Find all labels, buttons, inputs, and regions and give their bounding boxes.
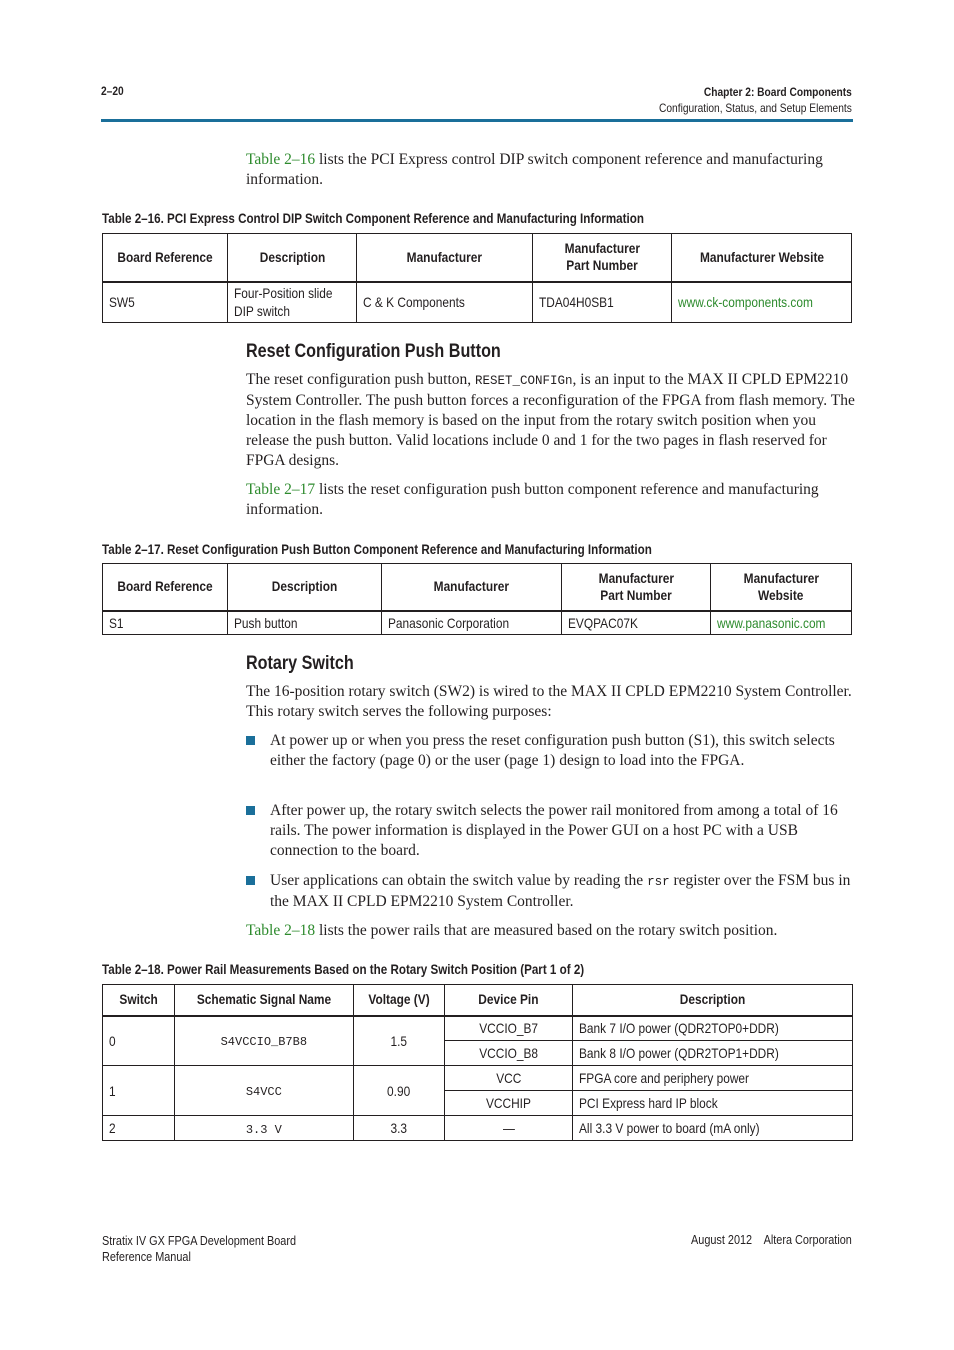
- rsr-register-code: rsr: [647, 875, 670, 889]
- col-description: Description: [228, 564, 382, 611]
- table-row: [103, 282, 852, 323]
- cell-description: Bank 7 I/O power (QDR2TOP0+DDR): [573, 1016, 853, 1041]
- cell-manufacturer: C & K Components: [356, 282, 532, 323]
- header-rule: [101, 119, 853, 122]
- running-header: [625, 84, 852, 116]
- intro-table-2-16: Table 2–16 lists the PCI Express control DIP switch component reference and manufacturing information.: [246, 151, 823, 188]
- cell-manufacturer: Panasonic Corporation: [382, 611, 562, 635]
- section-heading-reset: Reset Configuration Push Button: [246, 341, 501, 362]
- table-header-row: [103, 985, 853, 1016]
- col-part-number: Manufacturer Part Number: [561, 564, 710, 611]
- cell-device-pin: VCCIO_B8: [444, 1041, 573, 1066]
- cell-signal: S4VCCIO_B7B8: [174, 1016, 353, 1066]
- col-switch: Switch: [103, 985, 175, 1016]
- cell-description: Push button: [228, 611, 382, 635]
- cell-voltage: 0.90: [353, 1066, 444, 1116]
- table-row: [103, 1016, 853, 1041]
- table-2-16-caption: Table 2–16. PCI Express Control DIP Switch Component Reference and Manufacturing Information: [102, 210, 644, 226]
- table-2-18-link[interactable]: Table 2–18: [246, 922, 316, 939]
- cell-description: All 3.3 V power to board (mA only): [573, 1116, 853, 1141]
- col-signal-name: Schematic Signal Name: [174, 985, 353, 1016]
- cell-description: FPGA core and periphery power: [573, 1066, 853, 1091]
- cell-device-pin: —: [444, 1116, 573, 1141]
- chapter-title: Chapter 2: Board Components: [704, 85, 852, 99]
- panasonic-link[interactable]: www.panasonic.com: [717, 614, 826, 631]
- reset-confign-code: RESET_CONFIGn: [475, 374, 573, 388]
- col-board-reference: Board Reference: [103, 234, 228, 282]
- cell-voltage: 1.5: [353, 1016, 444, 1066]
- ck-components-link[interactable]: www.ck-components.com: [678, 294, 814, 311]
- cell-device-pin: VCCIO_B7: [444, 1016, 573, 1041]
- table-2-16-link[interactable]: Table 2–16: [246, 151, 316, 168]
- page-number: 2–20: [101, 84, 124, 98]
- cell-switch: 0: [103, 1016, 175, 1066]
- section-title: Configuration, Status, and Setup Elements: [659, 101, 852, 115]
- table-2-17-caption: Table 2–17. Reset Configuration Push Button Component Reference and Manufacturing Information: [102, 541, 652, 557]
- cell-device-pin: VCC: [444, 1066, 573, 1091]
- intro-table-2-18: Table 2–18 lists the power rails that are measured based on the rotary switch position.: [246, 922, 778, 939]
- col-part-number: Manufacturer Part Number: [533, 234, 672, 282]
- cell-signal: S4VCC: [174, 1066, 353, 1116]
- table-2-18: [102, 984, 853, 1141]
- cell-part-number: TDA04H0SB1: [533, 282, 672, 323]
- cell-board-ref: S1: [103, 611, 228, 635]
- col-manufacturer: Manufacturer: [382, 564, 562, 611]
- table-header-row: [103, 564, 852, 611]
- cell-voltage: 3.3: [353, 1116, 444, 1141]
- col-website: Manufacturer Website: [711, 564, 852, 611]
- footer-date-company: August 2012 Altera Corporation: [691, 1233, 852, 1247]
- footer-doc-title: Stratix IV GX FPGA Development Board Reference Manual: [102, 1234, 297, 1264]
- cell-switch: 2: [103, 1116, 175, 1141]
- col-description: Description: [573, 985, 853, 1016]
- reset-description: The reset configuration push button, RESET_CONFIGn, is an input to the MAX II CPLD EPM2210 System Controller. The push button forces a reconfiguration of the FPGA from flash memory. The location in the flash memory is based on the input from the rotary switch position when you release the push button. Valid locations include 0 and 1 for the two pages in flash reserved for FPGA designs.: [246, 371, 855, 469]
- cell-switch: 1: [103, 1066, 175, 1116]
- col-description: Description: [228, 234, 357, 282]
- cell-description: Four-Position slide DIP switch: [228, 282, 357, 323]
- table-2-17-link[interactable]: Table 2–17: [246, 481, 316, 498]
- cell-board-ref: SW5: [103, 282, 228, 323]
- col-manufacturer: Manufacturer: [356, 234, 532, 282]
- col-device-pin: Device Pin: [444, 985, 573, 1016]
- table-row: [103, 1066, 853, 1091]
- table-2-16: [102, 233, 852, 323]
- table-row: [103, 611, 852, 635]
- cell-device-pin: VCCHIP: [444, 1091, 573, 1116]
- intro-table-2-17: Table 2–17 lists the reset configuration push button component reference and manufacturing information.: [246, 481, 819, 518]
- cell-description: Bank 8 I/O power (QDR2TOP1+DDR): [573, 1041, 853, 1066]
- table-2-17: [102, 563, 852, 635]
- col-website: Manufacturer Website: [672, 234, 852, 282]
- col-board-reference: Board Reference: [103, 564, 228, 611]
- cell-website: [711, 611, 852, 635]
- bullet-square-icon: [246, 806, 255, 815]
- rotary-intro: The 16-position rotary switch (SW2) is wired to the MAX II CPLD EPM2210 System Controller. This rotary switch serves the following purposes:: [246, 683, 852, 720]
- table-header-row: [103, 234, 852, 282]
- cell-part-number: EVQPAC07K: [561, 611, 710, 635]
- cell-website: [672, 282, 852, 323]
- table-row: [103, 1116, 853, 1141]
- cell-signal: 3.3 V: [174, 1116, 353, 1141]
- col-voltage: Voltage (V): [353, 985, 444, 1016]
- bullet-square-icon: [246, 736, 255, 745]
- bullet-square-icon: [246, 876, 255, 885]
- table-2-18-caption: Table 2–18. Power Rail Measurements Based on the Rotary Switch Position (Part 1 of 2): [102, 961, 585, 977]
- cell-description: PCI Express hard IP block: [573, 1091, 853, 1116]
- section-heading-rotary: Rotary Switch: [246, 653, 354, 674]
